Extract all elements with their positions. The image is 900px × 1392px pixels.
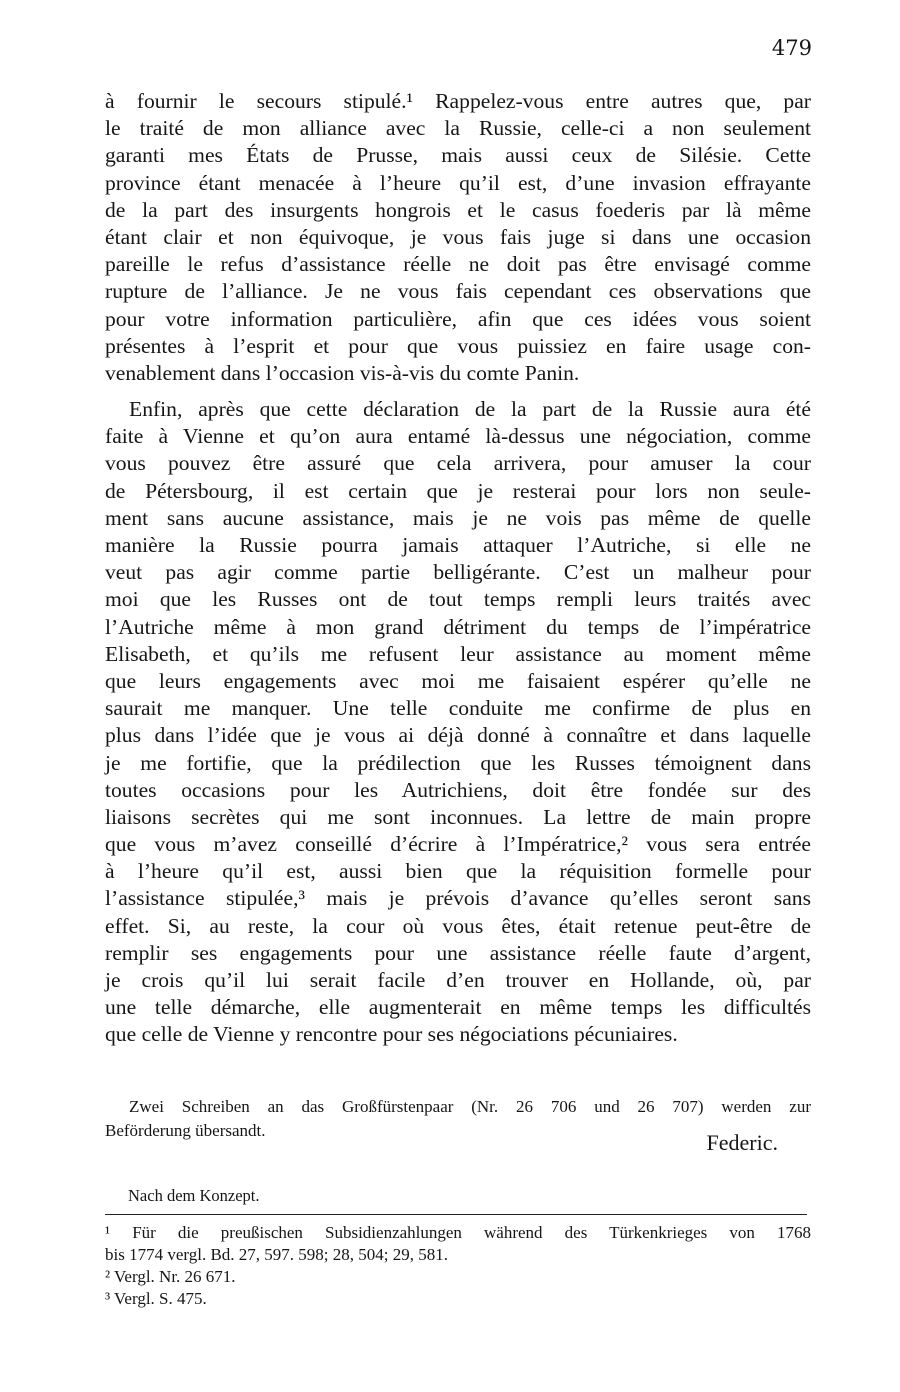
text-line: faite à Vienne et qu’on aura entamé là-dessus une négociation, comme	[105, 424, 811, 449]
text-line: de la part des insurgents hongrois et le casus foederis par là même	[105, 197, 811, 222]
text-line: de Pétersbourg, il est certain que je resterai pour lors non seule-	[105, 478, 811, 503]
footnote-line: ¹ Für die preußischen Subsidienzahlungen während des Türkenkrieges von 1768	[105, 1223, 811, 1242]
text-line: je me fortifie, que la prédilection que les Russes témoignent dans	[105, 750, 811, 775]
text-line: effet. Si, au reste, la cour où vous êtes, était retenue peut-être de	[105, 913, 811, 938]
text-line: pareille le refus d’assistance réelle ne doit pas être envisagé comme	[105, 252, 811, 277]
main-text	[105, 88, 811, 1049]
text-line: à fournir le secours stipulé.¹ Rappelez-vous entre autres que, par	[105, 89, 811, 113]
signature: Federic.	[706, 1130, 778, 1155]
text-line: je crois qu’il lui serait facile d’en trouver en Hollande, où, par	[105, 968, 811, 992]
text-line: que leurs engagements avec moi me faisaient espérer qu’elle ne	[105, 668, 811, 693]
text-line: plus dans l’idée que je vous ai déjà donné à connaître et dans laquelle	[105, 723, 811, 748]
footnote-divider	[105, 1214, 807, 1215]
text-line: que celle de Vienne y rencontre pour ses négociations pécuniaires.	[105, 1022, 678, 1047]
paragraph-gap	[105, 387, 811, 396]
text-line: garanti mes États de Prusse, mais aussi ceux de Silésie. Cette	[105, 143, 811, 168]
text-line: toutes occasions pour les Autrichiens, doit être fondée sur des	[105, 777, 811, 802]
text-line: une telle démarche, elle augmenterait en même temps les difficultés	[105, 995, 811, 1020]
text-line: que vous m’avez conseillé d’écrire à l’Impératrice,² vous sera entrée	[105, 832, 811, 857]
text-line: l’Autriche même à mon grand détriment du temps de l’impératrice	[105, 614, 811, 639]
page-number: 479	[771, 36, 812, 60]
text-line: ment sans aucune assistance, mais je ne vois pas même de quelle	[105, 505, 811, 530]
footnote-line: ³ Vergl. S. 475.	[105, 1289, 207, 1308]
footnote-line: ² Vergl. Nr. 26 671.	[105, 1267, 236, 1286]
text-line: saurait me manquer. Une telle conduite me confirme de plus en	[105, 696, 811, 721]
text-line: moi que les Russes ont de tout temps rempli leurs traités avec	[105, 587, 811, 612]
source-note: Nach dem Konzept.	[128, 1186, 260, 1205]
text-line: l’assistance stipulée,³ mais je prévois d’avance qu’elles seront sans	[105, 886, 811, 911]
text-line: remplir ses engagements pour une assistance réelle faute d’argent,	[105, 940, 811, 965]
text-line: vous pouvez être assuré que cela arrivera, pour amuser la cour	[105, 451, 811, 476]
text-line: rupture de l’alliance. Je ne vous fais cependant ces observations que	[105, 279, 811, 304]
text-line: à l’heure qu’il est, aussi bien que la réquisition formelle pour	[105, 859, 811, 884]
editorial-note	[105, 1095, 811, 1143]
note-line: Beförderung übersandt.	[105, 1121, 266, 1140]
text-line: pour votre information particulière, afin que ces idées vous soient	[105, 306, 811, 331]
text-line: liaisons secrètes qui me sont inconnues. La lettre de main propre	[105, 804, 811, 829]
text-line: Elisabeth, et qu’ils me refusent leur assistance au moment même	[105, 641, 811, 666]
text-line: présentes à l’esprit et pour que vous puissiez en faire usage con-	[105, 333, 811, 358]
footnote-line: bis 1774 vergl. Bd. 27, 597. 598; 28, 504; 29, 581.	[105, 1245, 448, 1264]
text-line: Enfin, après que cette déclaration de la part de la Russie aura été	[129, 397, 811, 422]
text-line: venablement dans l’occasion vis-à-vis du comte Panin.	[105, 360, 580, 385]
text-line: manière la Russie pourra jamais attaquer l’Autriche, si elle ne	[105, 533, 811, 557]
note-line: Zwei Schreiben an das Großfürstenpaar (Nr. 26 706 und 26 707) werden zur	[129, 1097, 811, 1116]
text-line: veut pas agir comme partie belligérante. C’est un malheur pour	[105, 560, 811, 585]
text-line: le traité de mon alliance avec la Russie, celle-ci a non seulement	[105, 116, 811, 141]
footnotes	[105, 1222, 811, 1310]
text-line: province étant menacée à l’heure qu’il est, d’une invasion effrayante	[105, 170, 811, 195]
text-line: étant clair et non équivoque, je vous fais juge si dans une occasion	[105, 224, 811, 249]
